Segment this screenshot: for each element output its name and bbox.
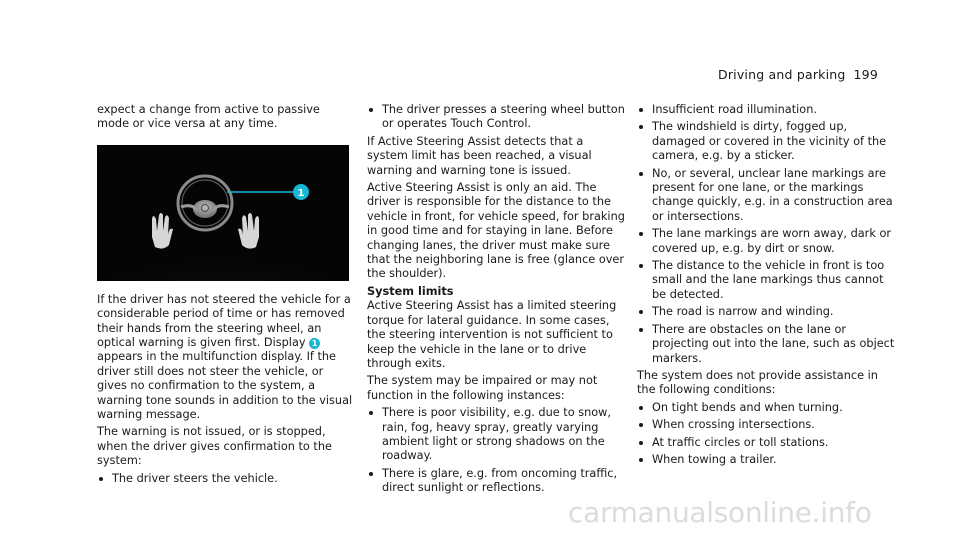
list-item: No, or several, unclear lane markings are present for one lane, or the markings change quickly, e.g. in a construction area or intersections. bbox=[637, 167, 897, 225]
warning-text-a: If the driver has not steered the vehicle for a considerable period of time or has removed their hands from the steering wheel, an optical warning is given first. Display bbox=[97, 292, 351, 350]
callout-badge: 1 bbox=[309, 338, 320, 349]
list-item: The driver steers the vehicle. bbox=[97, 472, 355, 486]
list-item: At traffic circles or toll stations. bbox=[637, 436, 897, 450]
column-middle bbox=[367, 103, 627, 499]
callout-number: 1 bbox=[297, 187, 305, 199]
list-item: There are obstacles on the lane or projecting out into the lane, such as object markers. bbox=[637, 323, 897, 366]
list-item: When crossing intersections. bbox=[637, 418, 897, 432]
section-title: Driving and parking bbox=[718, 67, 846, 82]
list-item: There is glare, e.g. from oncoming traffic, direct sunlight or reflections. bbox=[367, 467, 627, 496]
list-item: The road is narrow and winding. bbox=[637, 305, 897, 319]
list-item: The lane markings are worn away, dark or covered up, e.g. by dirt or snow. bbox=[637, 227, 897, 256]
list-item: When towing a trailer. bbox=[637, 453, 897, 467]
no-assistance-paragraph: The system does not provide assistance in the following conditions: bbox=[637, 368, 878, 397]
confirmation-list-continued bbox=[367, 103, 627, 132]
list-item: The windshield is dirty, fogged up, damaged or covered in the vicinity of the camera, e.g. by a sticker. bbox=[637, 120, 897, 163]
conditions-list bbox=[637, 401, 897, 468]
warning-text-b: appears in the multifunction display. If the driver still does not steer the vehicle, or gives no confirmation to the system, a warning tone sounds in addition to the visual warning message. bbox=[97, 350, 353, 422]
limits-paragraph: Active Steering Assist has a limited steering torque for lateral guidance. In some cases, the steering intervention is not sufficient to keep the vehicle in the lane or to drive through exits. bbox=[367, 299, 617, 370]
aid-paragraph: Active Steering Assist is only an aid. The driver is responsible for the distance to the vehicle in front, for vehicle speed, for braking in good time and for staying in lane. Before changing lanes, the driver must make sure that the neighboring lane is free (glance over the shoulder). bbox=[367, 181, 625, 281]
list-item: There is poor visibility, e.g. due to snow, rain, fog, heavy spray, greatly varying ambient light or strong shadows on the roadway. bbox=[367, 406, 627, 464]
page-number: 199 bbox=[853, 67, 878, 82]
impaired-paragraph: The system may be impaired or may not function in the following instances: bbox=[367, 374, 598, 402]
list-item: The driver presses a steering wheel button or operates Touch Control. bbox=[367, 103, 627, 132]
confirmation-list bbox=[97, 472, 355, 486]
system-limit-paragraph: If Active Steering Assist detects that a system limit has been reached, a visual warning and warning tone is issued. bbox=[367, 134, 592, 177]
column-right bbox=[637, 103, 897, 470]
list-item: Insufficient road illumination. bbox=[637, 103, 897, 117]
confirmation-paragraph: The warning is not issued, or is stopped, when the driver gives confirmation to the system: bbox=[97, 425, 332, 468]
watermark: carmanualsonline.info bbox=[568, 496, 872, 529]
display-illustration-svg bbox=[97, 145, 349, 281]
steering-warning-illustration bbox=[97, 145, 349, 281]
section-heading: System limits bbox=[367, 284, 454, 298]
impairment-list bbox=[367, 406, 627, 495]
impairment-list-continued bbox=[637, 103, 897, 366]
column-left bbox=[97, 103, 355, 489]
intro-paragraph: expect a change from active to passive mode or vice versa at any time. bbox=[97, 103, 320, 131]
list-item: On tight bends and when turning. bbox=[637, 401, 897, 415]
warning-paragraph bbox=[97, 293, 355, 423]
page-header bbox=[718, 67, 878, 82]
list-item: The distance to the vehicle in front is too small and the lane markings thus cannot be detected. bbox=[637, 259, 897, 302]
